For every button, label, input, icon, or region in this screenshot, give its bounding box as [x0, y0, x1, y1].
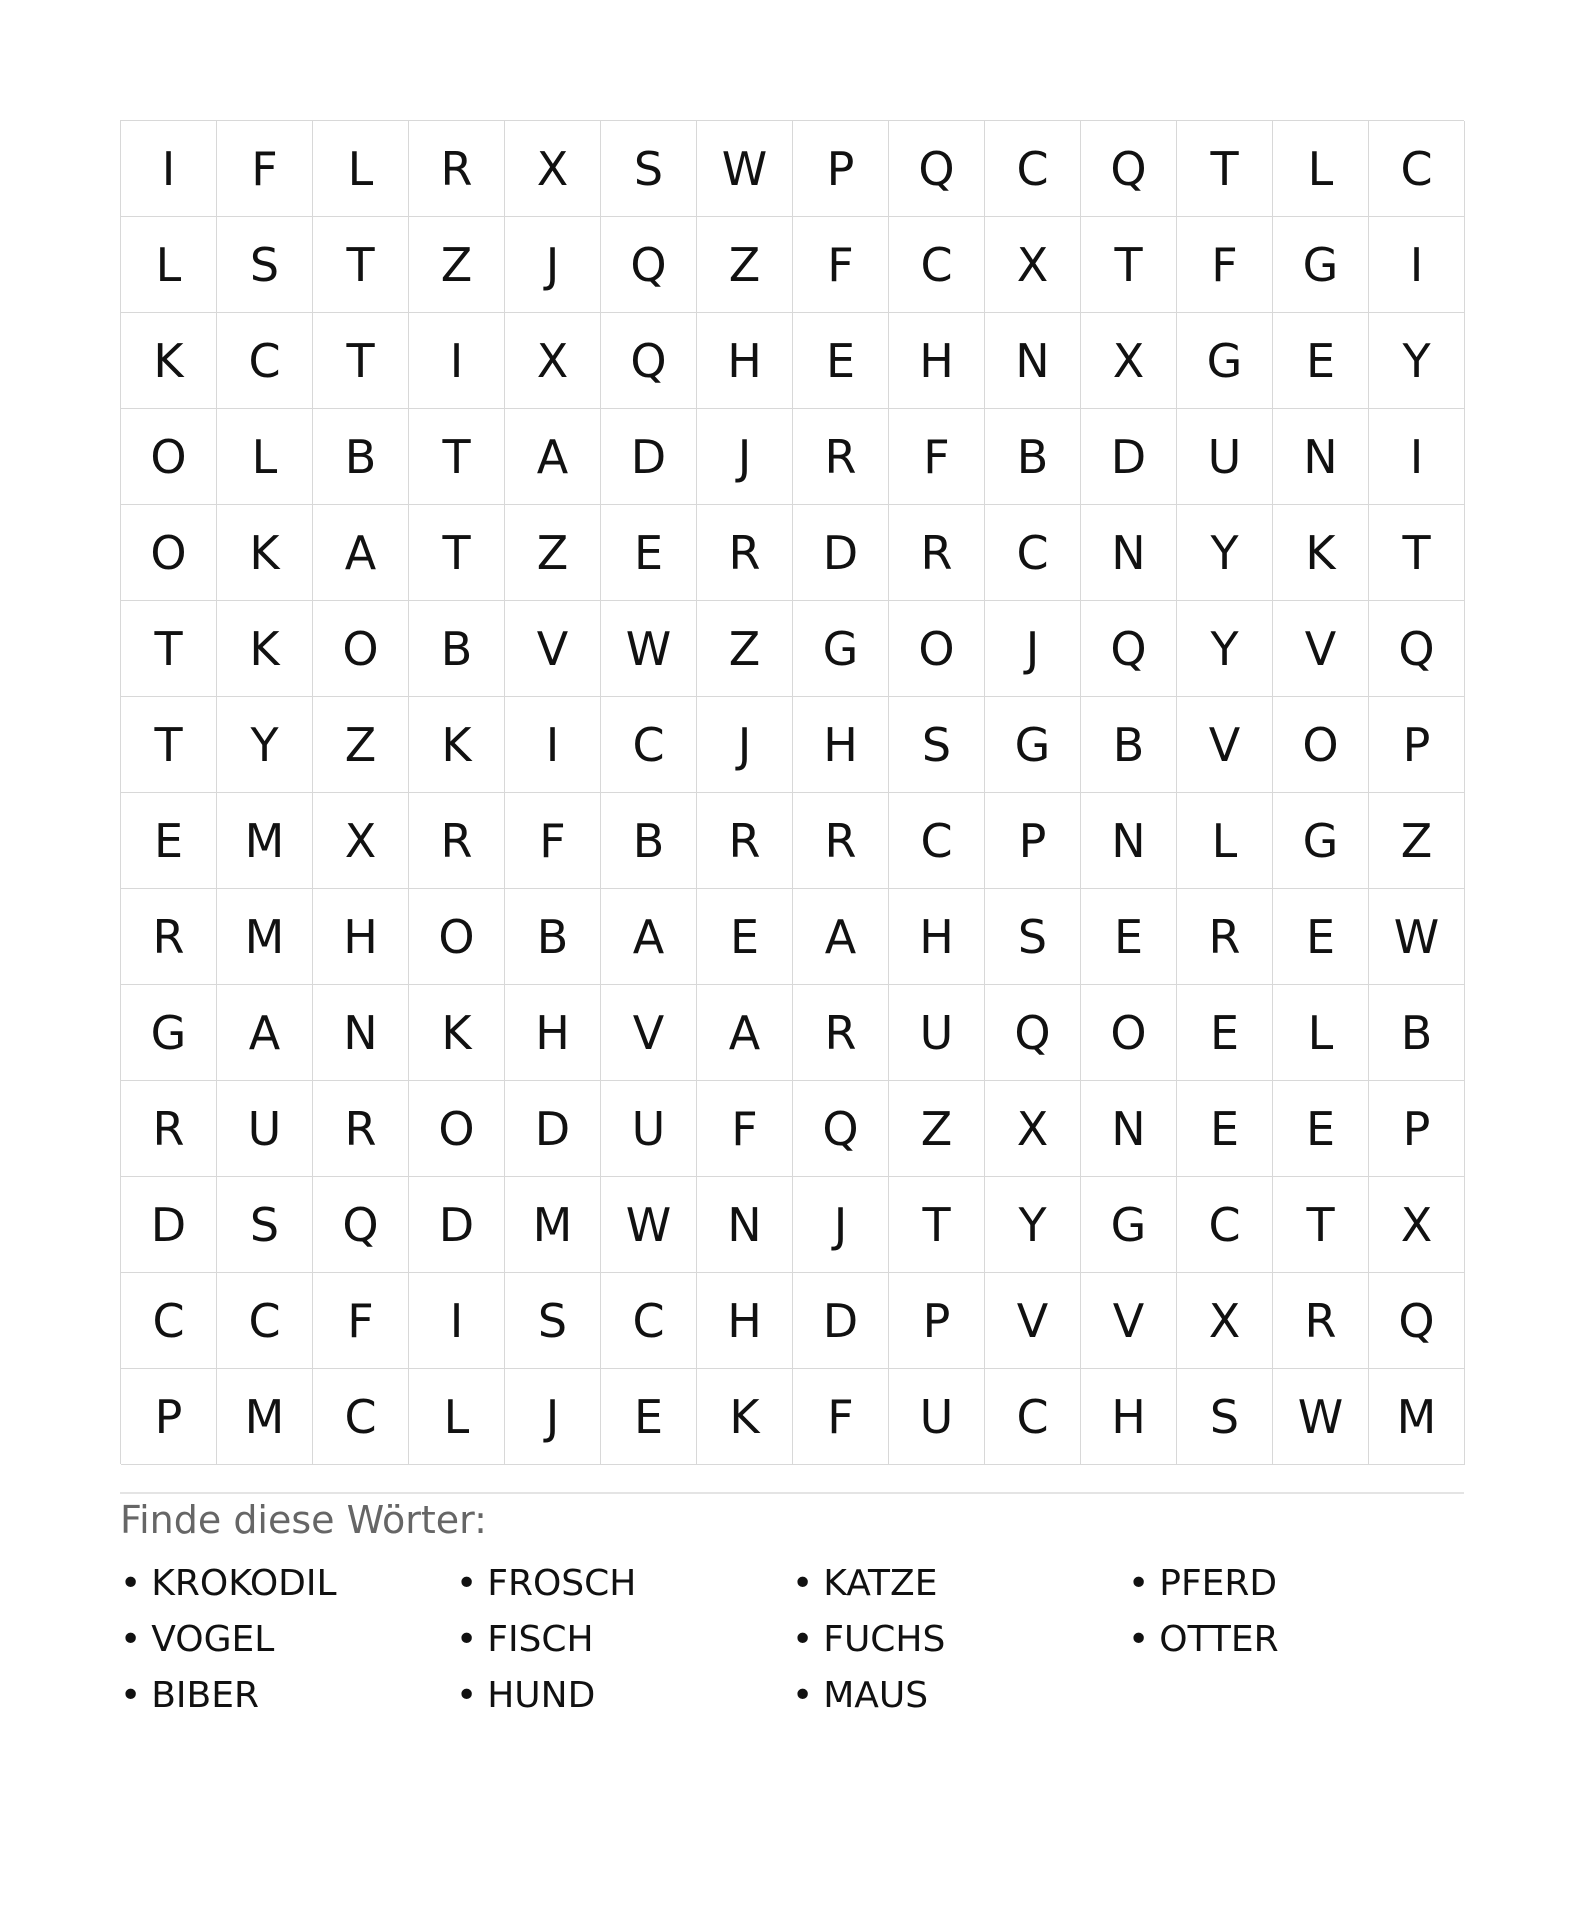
- grid-cell-r4-c10[interactable]: N: [1081, 505, 1177, 601]
- grid-cell-r9-c5[interactable]: V: [601, 985, 697, 1081]
- grid-cell-r4-c9[interactable]: C: [985, 505, 1081, 601]
- grid-cell-r7-c3[interactable]: R: [409, 793, 505, 889]
- grid-cell-r7-c8[interactable]: C: [889, 793, 985, 889]
- grid-cell-r2-c0[interactable]: K: [121, 313, 217, 409]
- grid-cell-r5-c13[interactable]: Q: [1369, 601, 1465, 697]
- grid-cell-r8-c6[interactable]: E: [697, 889, 793, 985]
- grid-cell-r12-c3[interactable]: I: [409, 1273, 505, 1369]
- grid-cell-r6-c1[interactable]: Y: [217, 697, 313, 793]
- word-list-item: [456, 1612, 792, 1668]
- grid-cell-r2-c1[interactable]: C: [217, 313, 313, 409]
- word-list-item: [120, 1556, 456, 1612]
- grid-cell-r0-c2[interactable]: L: [313, 121, 409, 217]
- grid-cell-r7-c12[interactable]: G: [1273, 793, 1369, 889]
- grid-cell-r6-c0[interactable]: T: [121, 697, 217, 793]
- grid-cell-r10-c9[interactable]: X: [985, 1081, 1081, 1177]
- grid-cell-r10-c2[interactable]: R: [313, 1081, 409, 1177]
- grid-cell-r11-c9[interactable]: Y: [985, 1177, 1081, 1273]
- grid-cell-r5-c10[interactable]: Q: [1081, 601, 1177, 697]
- grid-cell-r1-c7[interactable]: F: [793, 217, 889, 313]
- grid-cell-r10-c7[interactable]: Q: [793, 1081, 889, 1177]
- grid-cell-r13-c10[interactable]: H: [1081, 1369, 1177, 1465]
- grid-cell-r8-c13[interactable]: W: [1369, 889, 1465, 985]
- grid-cell-r6-c5[interactable]: C: [601, 697, 697, 793]
- grid-cell-r12-c5[interactable]: C: [601, 1273, 697, 1369]
- grid-cell-r9-c4[interactable]: H: [505, 985, 601, 1081]
- grid-cell-r6-c6[interactable]: J: [697, 697, 793, 793]
- grid-cell-r10-c1[interactable]: U: [217, 1081, 313, 1177]
- grid-cell-r5-c11[interactable]: Y: [1177, 601, 1273, 697]
- grid-cell-r13-c9[interactable]: C: [985, 1369, 1081, 1465]
- grid-cell-r2-c7[interactable]: E: [793, 313, 889, 409]
- grid-cell-r12-c9[interactable]: V: [985, 1273, 1081, 1369]
- grid-cell-r9-c1[interactable]: A: [217, 985, 313, 1081]
- grid-cell-r6-c8[interactable]: S: [889, 697, 985, 793]
- grid-cell-r5-c1[interactable]: K: [217, 601, 313, 697]
- grid-cell-r8-c5[interactable]: A: [601, 889, 697, 985]
- grid-cell-r0-c1[interactable]: F: [217, 121, 313, 217]
- word-list-item: [456, 1668, 792, 1724]
- grid-cell-r0-c5[interactable]: S: [601, 121, 697, 217]
- grid-cell-r12-c2[interactable]: F: [313, 1273, 409, 1369]
- grid-cell-r1-c4[interactable]: J: [505, 217, 601, 313]
- grid-cell-r3-c1[interactable]: L: [217, 409, 313, 505]
- grid-cell-r12-c0[interactable]: C: [121, 1273, 217, 1369]
- grid-cell-r9-c9[interactable]: Q: [985, 985, 1081, 1081]
- word-list-title: Finde diese Wörter:: [120, 1498, 487, 1542]
- grid-cell-r8-c1[interactable]: M: [217, 889, 313, 985]
- word-label: PFERD: [1159, 1563, 1278, 1604]
- grid-cell-r13-c0[interactable]: P: [121, 1369, 217, 1465]
- grid-cell-r0-c9[interactable]: C: [985, 121, 1081, 217]
- grid-cell-r10-c10[interactable]: N: [1081, 1081, 1177, 1177]
- grid-cell-r7-c5[interactable]: B: [601, 793, 697, 889]
- grid-cell-r10-c6[interactable]: F: [697, 1081, 793, 1177]
- grid-cell-r4-c2[interactable]: A: [313, 505, 409, 601]
- grid-cell-r6-c3[interactable]: K: [409, 697, 505, 793]
- grid-cell-r9-c7[interactable]: R: [793, 985, 889, 1081]
- word-list: [120, 1556, 1464, 1724]
- grid-cell-r9-c6[interactable]: A: [697, 985, 793, 1081]
- grid-cell-r9-c0[interactable]: G: [121, 985, 217, 1081]
- grid-cell-r11-c0[interactable]: D: [121, 1177, 217, 1273]
- grid-cell-r3-c9[interactable]: B: [985, 409, 1081, 505]
- grid-cell-r12-c12[interactable]: R: [1273, 1273, 1369, 1369]
- grid-cell-r0-c7[interactable]: P: [793, 121, 889, 217]
- grid-cell-r3-c11[interactable]: U: [1177, 409, 1273, 505]
- word-label: VOGEL: [151, 1619, 275, 1660]
- grid-cell-r9-c12[interactable]: L: [1273, 985, 1369, 1081]
- grid-cell-r5-c4[interactable]: V: [505, 601, 601, 697]
- grid-cell-r12-c1[interactable]: C: [217, 1273, 313, 1369]
- word-label: KROKODIL: [151, 1563, 337, 1604]
- word-label: KATZE: [823, 1563, 938, 1604]
- grid-cell-r4-c6[interactable]: R: [697, 505, 793, 601]
- grid-cell-r0-c3[interactable]: R: [409, 121, 505, 217]
- grid-cell-r11-c4[interactable]: M: [505, 1177, 601, 1273]
- grid-cell-r10-c13[interactable]: P: [1369, 1081, 1465, 1177]
- grid-cell-r3-c0[interactable]: O: [121, 409, 217, 505]
- grid-cell-r6-c10[interactable]: B: [1081, 697, 1177, 793]
- grid-cell-r6-c4[interactable]: I: [505, 697, 601, 793]
- grid-cell-r7-c11[interactable]: L: [1177, 793, 1273, 889]
- grid-cell-r4-c8[interactable]: R: [889, 505, 985, 601]
- grid-cell-r6-c9[interactable]: G: [985, 697, 1081, 793]
- word-list-item: [120, 1612, 456, 1668]
- grid-cell-r11-c12[interactable]: T: [1273, 1177, 1369, 1273]
- grid-cell-r7-c7[interactable]: R: [793, 793, 889, 889]
- grid-cell-r13-c5[interactable]: E: [601, 1369, 697, 1465]
- grid-cell-r2-c5[interactable]: Q: [601, 313, 697, 409]
- grid-cell-r8-c10[interactable]: E: [1081, 889, 1177, 985]
- grid-cell-r3-c8[interactable]: F: [889, 409, 985, 505]
- grid-cell-r2-c11[interactable]: G: [1177, 313, 1273, 409]
- grid-cell-r11-c11[interactable]: C: [1177, 1177, 1273, 1273]
- bullet-icon: •: [120, 1675, 142, 1716]
- word-list-item: [120, 1668, 456, 1724]
- grid-cell-r10-c4[interactable]: D: [505, 1081, 601, 1177]
- grid-cell-r8-c9[interactable]: S: [985, 889, 1081, 985]
- grid-cell-r10-c8[interactable]: Z: [889, 1081, 985, 1177]
- grid-cell-r11-c3[interactable]: D: [409, 1177, 505, 1273]
- grid-cell-r9-c11[interactable]: E: [1177, 985, 1273, 1081]
- bullet-icon: •: [792, 1675, 814, 1716]
- grid-cell-r0-c8[interactable]: Q: [889, 121, 985, 217]
- grid-cell-r11-c5[interactable]: W: [601, 1177, 697, 1273]
- grid-cell-r10-c11[interactable]: E: [1177, 1081, 1273, 1177]
- grid-cell-r2-c8[interactable]: H: [889, 313, 985, 409]
- grid-cell-r12-c8[interactable]: P: [889, 1273, 985, 1369]
- grid-cell-r11-c7[interactable]: J: [793, 1177, 889, 1273]
- grid-cell-r4-c12[interactable]: K: [1273, 505, 1369, 601]
- grid-cell-r13-c1[interactable]: M: [217, 1369, 313, 1465]
- grid-cell-r12-c11[interactable]: X: [1177, 1273, 1273, 1369]
- word-list-item: [792, 1612, 1128, 1668]
- word-list-item: [1128, 1612, 1464, 1668]
- bullet-icon: •: [456, 1619, 478, 1660]
- grid-cell-r8-c2[interactable]: H: [313, 889, 409, 985]
- grid-cell-r5-c7[interactable]: G: [793, 601, 889, 697]
- grid-cell-r10-c12[interactable]: E: [1273, 1081, 1369, 1177]
- grid-cell-r11-c2[interactable]: Q: [313, 1177, 409, 1273]
- grid-cell-r1-c6[interactable]: Z: [697, 217, 793, 313]
- grid-cell-r11-c1[interactable]: S: [217, 1177, 313, 1273]
- grid-cell-r7-c9[interactable]: P: [985, 793, 1081, 889]
- grid-cell-r11-c8[interactable]: T: [889, 1177, 985, 1273]
- grid-cell-r11-c10[interactable]: G: [1081, 1177, 1177, 1273]
- grid-cell-r1-c2[interactable]: T: [313, 217, 409, 313]
- grid-cell-r10-c3[interactable]: O: [409, 1081, 505, 1177]
- bullet-icon: •: [1128, 1563, 1150, 1604]
- grid-cell-r4-c7[interactable]: D: [793, 505, 889, 601]
- grid-cell-r7-c0[interactable]: E: [121, 793, 217, 889]
- grid-cell-r0-c0[interactable]: I: [121, 121, 217, 217]
- grid-cell-r2-c3[interactable]: I: [409, 313, 505, 409]
- bullet-icon: •: [456, 1675, 478, 1716]
- grid-cell-r2-c13[interactable]: Y: [1369, 313, 1465, 409]
- grid-cell-r5-c8[interactable]: O: [889, 601, 985, 697]
- grid-cell-r1-c0[interactable]: L: [121, 217, 217, 313]
- grid-cell-r4-c11[interactable]: Y: [1177, 505, 1273, 601]
- grid-cell-r3-c4[interactable]: A: [505, 409, 601, 505]
- grid-cell-r4-c13[interactable]: T: [1369, 505, 1465, 601]
- bullet-icon: •: [456, 1563, 478, 1604]
- word-label: HUND: [487, 1675, 596, 1716]
- grid-cell-r1-c12[interactable]: G: [1273, 217, 1369, 313]
- grid-cell-r5-c0[interactable]: T: [121, 601, 217, 697]
- grid-cell-r0-c10[interactable]: Q: [1081, 121, 1177, 217]
- grid-cell-r3-c7[interactable]: R: [793, 409, 889, 505]
- grid-cell-r6-c12[interactable]: O: [1273, 697, 1369, 793]
- grid-cell-r13-c6[interactable]: K: [697, 1369, 793, 1465]
- word-label: OTTER: [1159, 1619, 1279, 1660]
- grid-cell-r6-c13[interactable]: P: [1369, 697, 1465, 793]
- word-label: FUCHS: [823, 1619, 946, 1660]
- grid-cell-r7-c4[interactable]: F: [505, 793, 601, 889]
- grid-cell-r8-c11[interactable]: R: [1177, 889, 1273, 985]
- grid-cell-r7-c13[interactable]: Z: [1369, 793, 1465, 889]
- grid-cell-r13-c13[interactable]: M: [1369, 1369, 1465, 1465]
- grid-cell-r1-c3[interactable]: Z: [409, 217, 505, 313]
- grid-cell-r5-c12[interactable]: V: [1273, 601, 1369, 697]
- grid-cell-r0-c11[interactable]: T: [1177, 121, 1273, 217]
- grid-cell-r12-c7[interactable]: D: [793, 1273, 889, 1369]
- grid-cell-r11-c6[interactable]: N: [697, 1177, 793, 1273]
- grid-cell-r3-c6[interactable]: J: [697, 409, 793, 505]
- grid-cell-r9-c8[interactable]: U: [889, 985, 985, 1081]
- grid-cell-r8-c12[interactable]: E: [1273, 889, 1369, 985]
- word-list-item: [456, 1556, 792, 1612]
- grid-cell-r1-c5[interactable]: Q: [601, 217, 697, 313]
- grid-cell-r6-c7[interactable]: H: [793, 697, 889, 793]
- grid-cell-r0-c13[interactable]: C: [1369, 121, 1465, 217]
- word-label: FISCH: [487, 1619, 594, 1660]
- word-label: FROSCH: [487, 1563, 637, 1604]
- grid-cell-r5-c6[interactable]: Z: [697, 601, 793, 697]
- grid-cell-r10-c5[interactable]: U: [601, 1081, 697, 1177]
- word-search-grid: [120, 120, 1464, 1464]
- grid-cell-r3-c13[interactable]: I: [1369, 409, 1465, 505]
- grid-cell-r2-c10[interactable]: X: [1081, 313, 1177, 409]
- bullet-icon: •: [1128, 1619, 1150, 1660]
- grid-cell-r3-c10[interactable]: D: [1081, 409, 1177, 505]
- grid-cell-r3-c3[interactable]: T: [409, 409, 505, 505]
- grid-cell-r9-c2[interactable]: N: [313, 985, 409, 1081]
- grid-cell-r4-c1[interactable]: K: [217, 505, 313, 601]
- word-label: BIBER: [151, 1675, 260, 1716]
- grid-cell-r7-c2[interactable]: X: [313, 793, 409, 889]
- grid-cell-r7-c10[interactable]: N: [1081, 793, 1177, 889]
- grid-cell-r1-c9[interactable]: X: [985, 217, 1081, 313]
- grid-cell-r12-c13[interactable]: Q: [1369, 1273, 1465, 1369]
- grid-cell-r1-c1[interactable]: S: [217, 217, 313, 313]
- bullet-icon: •: [120, 1563, 142, 1604]
- grid-cell-r3-c2[interactable]: B: [313, 409, 409, 505]
- grid-cell-r2-c2[interactable]: T: [313, 313, 409, 409]
- grid-cell-r5-c5[interactable]: W: [601, 601, 697, 697]
- grid-cell-r1-c11[interactable]: F: [1177, 217, 1273, 313]
- grid-cell-r8-c0[interactable]: R: [121, 889, 217, 985]
- grid-cell-r0-c12[interactable]: L: [1273, 121, 1369, 217]
- grid-cell-r4-c5[interactable]: E: [601, 505, 697, 601]
- bullet-icon: •: [792, 1563, 814, 1604]
- grid-cell-r12-c6[interactable]: H: [697, 1273, 793, 1369]
- grid-cell-r13-c3[interactable]: L: [409, 1369, 505, 1465]
- grid-cell-r5-c2[interactable]: O: [313, 601, 409, 697]
- grid-cell-r8-c4[interactable]: B: [505, 889, 601, 985]
- grid-cell-r13-c11[interactable]: S: [1177, 1369, 1273, 1465]
- divider: [120, 1492, 1464, 1494]
- grid-cell-r2-c6[interactable]: H: [697, 313, 793, 409]
- grid-cell-r6-c2[interactable]: Z: [313, 697, 409, 793]
- word-list-item: [792, 1668, 1128, 1724]
- grid-cell-r1-c10[interactable]: T: [1081, 217, 1177, 313]
- grid-cell-r7-c1[interactable]: M: [217, 793, 313, 889]
- grid-cell-r10-c0[interactable]: R: [121, 1081, 217, 1177]
- bullet-icon: •: [792, 1619, 814, 1660]
- grid-cell-r2-c12[interactable]: E: [1273, 313, 1369, 409]
- grid-cell-r6-c11[interactable]: V: [1177, 697, 1273, 793]
- grid-cell-r4-c4[interactable]: Z: [505, 505, 601, 601]
- grid-cell-r3-c5[interactable]: D: [601, 409, 697, 505]
- grid-cell-r0-c6[interactable]: W: [697, 121, 793, 217]
- grid-cell-r4-c3[interactable]: T: [409, 505, 505, 601]
- word-label: MAUS: [823, 1675, 929, 1716]
- grid-cell-r13-c12[interactable]: W: [1273, 1369, 1369, 1465]
- grid-cell-r11-c13[interactable]: X: [1369, 1177, 1465, 1273]
- grid-cell-r0-c4[interactable]: X: [505, 121, 601, 217]
- grid-cell-r2-c4[interactable]: X: [505, 313, 601, 409]
- grid-cell-r5-c3[interactable]: B: [409, 601, 505, 697]
- grid-cell-r4-c0[interactable]: O: [121, 505, 217, 601]
- grid-cell-r13-c2[interactable]: C: [313, 1369, 409, 1465]
- grid-cell-r7-c6[interactable]: R: [697, 793, 793, 889]
- grid-cell-r13-c4[interactable]: J: [505, 1369, 601, 1465]
- grid-cell-r5-c9[interactable]: J: [985, 601, 1081, 697]
- grid-cell-r8-c3[interactable]: O: [409, 889, 505, 985]
- grid-cell-r13-c8[interactable]: U: [889, 1369, 985, 1465]
- grid-cell-r9-c10[interactable]: O: [1081, 985, 1177, 1081]
- grid-cell-r12-c4[interactable]: S: [505, 1273, 601, 1369]
- grid-cell-r9-c13[interactable]: B: [1369, 985, 1465, 1081]
- word-list-item: [1128, 1556, 1464, 1612]
- grid-cell-r8-c7[interactable]: A: [793, 889, 889, 985]
- grid-cell-r1-c13[interactable]: I: [1369, 217, 1465, 313]
- grid-cell-r1-c8[interactable]: C: [889, 217, 985, 313]
- grid-cell-r13-c7[interactable]: F: [793, 1369, 889, 1465]
- grid-cell-r12-c10[interactable]: V: [1081, 1273, 1177, 1369]
- grid-cell-r9-c3[interactable]: K: [409, 985, 505, 1081]
- bullet-icon: •: [120, 1619, 142, 1660]
- grid-cell-r3-c12[interactable]: N: [1273, 409, 1369, 505]
- grid-cell-r2-c9[interactable]: N: [985, 313, 1081, 409]
- grid-cell-r8-c8[interactable]: H: [889, 889, 985, 985]
- word-list-item: [792, 1556, 1128, 1612]
